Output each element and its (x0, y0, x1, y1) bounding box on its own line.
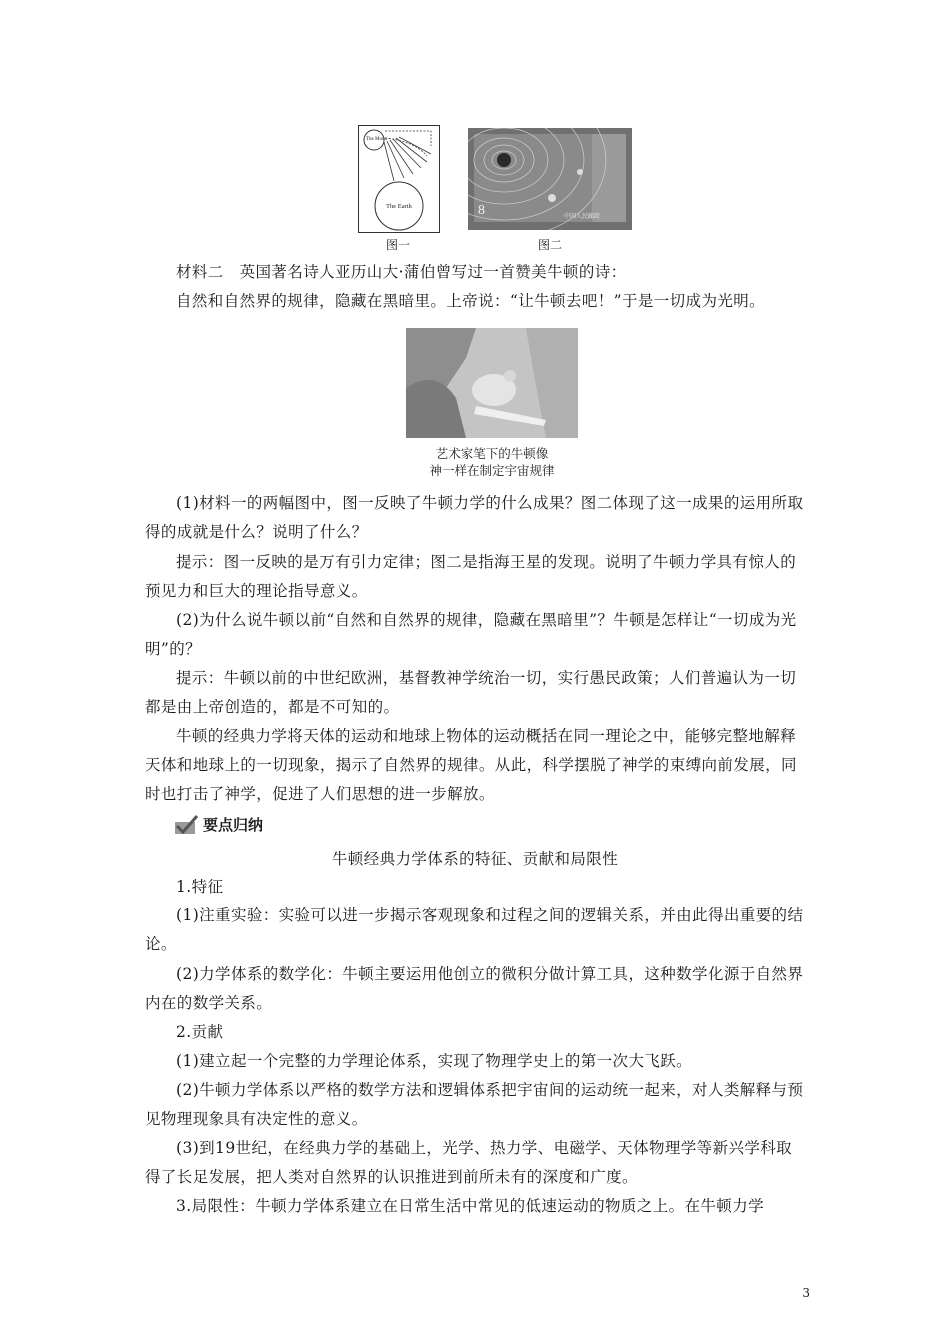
checkmark-icon (173, 814, 199, 836)
section-1-heading: 1.特征 (176, 878, 224, 896)
section-1-item-1: (1)注重实验：实验可以进一步揭示客观现象和过程之间的逻辑关系，并由此得出重要的结论。 (145, 906, 804, 953)
stamp-country: 中国人民邮政 (564, 213, 601, 220)
summary-title: 牛顿经典力学体系的特征、贡献和局限性 (331, 850, 619, 868)
stamp-value: 8 (478, 203, 485, 218)
figure-head (504, 370, 516, 382)
figure-3-caption-line2: 神一样在制定宇宙规律 (429, 463, 555, 478)
section-2-item-1: (1)建立起一个完整的力学理论体系，实现了物理学史上的第一次大飞跃。 (176, 1052, 693, 1070)
figure-2-caption: 图二 (537, 238, 562, 252)
solar-system-stamp-svg (468, 128, 632, 230)
answer-2b: 牛顿的经典力学将天体的运动和地球上物体的运动概括在同一理论之中，能够完整地解释天体和地球上的一切现象，揭示了自然界的规律。从此，科学摆脱了神学的束缚向前发展，同时也打击了神学，促进了人们思想的进一步解放。 (145, 727, 797, 803)
planet-icon (577, 169, 583, 175)
planet-icon (548, 194, 556, 202)
newton-engraving-svg (406, 328, 578, 438)
figure-1-diagram (358, 125, 440, 233)
figure-2-stamp (468, 128, 632, 230)
sun-icon (497, 153, 511, 167)
section-2-heading: 2.贡献 (176, 1023, 224, 1041)
figure-1-caption: 图一 (385, 238, 410, 252)
figure-3-newton-image (406, 328, 578, 438)
moon-label: The Moon (366, 137, 387, 142)
arrow-line (384, 142, 394, 181)
page-number: 3 (802, 1286, 810, 1300)
summary-badge-label: 要点归纳 (203, 816, 264, 834)
arrow-line (399, 137, 431, 154)
answer-1: 提示：图一反映的是万有引力定律；图二是指海王星的发现。说明了牛顿力学具有惊人的预见力和巨大的理论指导意义。 (145, 553, 797, 600)
question-2: (2)为什么说牛顿以前“自然和自然界的规律，隐藏在黑暗里”？牛顿是怎样让“一切成为光明”的？ (145, 611, 797, 658)
arrow-line (390, 140, 413, 174)
section-2-item-3: (3)到19世纪，在经典力学的基础上，光学、热力学、电磁学、天体物理学等新兴学科取得了长足发展，把人类对自然界的认识推进到前所未有的深度和广度。 (145, 1139, 793, 1186)
section-3-limitations: 3.局限性：牛顿力学体系建立在日常生活中常见的低速运动的物质之上。在牛顿力学 (176, 1197, 764, 1215)
material-2-poem: 自然和自然界的规律，隐藏在黑暗里。上帝说：“让牛顿去吧！”于是一切成为光明。 (176, 292, 766, 310)
figure-3-caption-line1: 艺术家笔下的牛顿像 (435, 446, 549, 461)
arrow-line (387, 141, 404, 178)
answer-2a: 提示：牛顿以前的中世纪欧洲，基督教神学统治一切，实行愚民政策；人们普遍认为一切都是由上帝创造的，都是不可知的。 (145, 669, 797, 716)
material-2-heading: 材料二 英国著名诗人亚历山大·蒲伯曾写过一首赞美牛顿的诗： (176, 263, 627, 281)
question-1: (1)材料一的两幅图中，图一反映了牛顿力学的什么成果？图二体现了这一成果的运用所取得的成就是什么？说明了什么？ (145, 494, 804, 541)
earth-label: The Earth (386, 203, 412, 210)
orbit-path (385, 131, 431, 146)
section-2-item-2: (2)牛顿力学体系以严格的数学方法和逻辑体系把宇宙间的运动统一起来，对人类解释与预见物理现象具有决定性的意义。 (145, 1081, 804, 1128)
section-1-item-2: (2)力学体系的数学化：牛顿主要运用他创立的微积分做计算工具，这种数学化源于自然界内在的数学关系。 (145, 965, 804, 1012)
moon-earth-diagram-svg (359, 126, 439, 232)
